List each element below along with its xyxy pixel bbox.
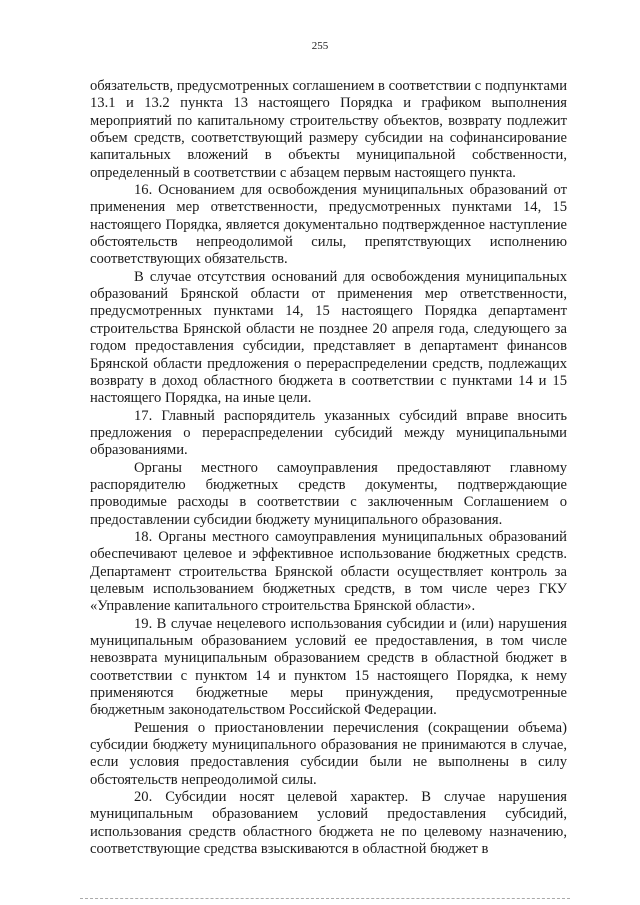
scan-footer-line xyxy=(80,898,570,899)
paragraph-item-19: 19. В случае нецелевого использования субсидии и (или) нарушения муниципальным образованием условий ее предоставления, в том числе невозврата муниципальным образованием средств в областной бюджет в соответствии с пунктом 14 и пунктом 15 настоящего Порядка, к нему применяются бюджетные меры принуждения, предусмотренные бюджетным законодательством Российской Федерации. xyxy=(90,615,567,719)
paragraph-item-16: 16. Основанием для освобождения муниципальных образований от применения мер ответственности, предусмотренных пунктами 14, 15 настоящего Порядка, является документально подтвержденное наступление обстоятельств непреодолимой силы, препятствующих исполнению соответствующих обязательств. xyxy=(90,182,567,268)
document-body xyxy=(90,78,567,858)
page-number: 255 xyxy=(311,40,329,52)
paragraph-item-17: 17. Главный распорядитель указанных субсидий вправе вносить предложения о перераспределении субсидий между муниципальными образованиями. xyxy=(90,407,567,459)
paragraph-item-20: 20. Субсидии носят целевой характер. В случае нарушения муниципальным образованием условий предоставления субсидий, использования средств областного бюджета не по целевому назначению, соответствующие средства взыскиваются в областной бюджет в xyxy=(90,789,567,858)
paragraph-item-17-documents: Органы местного самоуправления предоставляют главному распорядителю бюджетных средств документы, подтверждающие проводимые расходы в соответствии с заключенным Соглашением о предоставлении субсидии бюджету муниципального образования. xyxy=(90,459,567,528)
paragraph-continuation: обязательств, предусмотренных соглашением в соответствии с подпунктами 13.1 и 13.2 пункта 13 настоящего Порядка и графиком выполнения мероприятий по капитальному строительству объектов, возврату подлежит объем средств, соответствующий размеру субсидии на софинансирование капитальных вложений в объекты муниципальной собственности, определенный в соответствии с абзацем первым настоящего пункта. xyxy=(90,78,567,181)
paragraph-item-16-absence: В случае отсутствия оснований для освобождения муниципальных образований Брянской области от применения мер ответственности, предусмотренных пунктами 14, 15 настоящего Порядка департамент строительства Брянской области не позднее 20 апреля года, следующего за годом предоставления субсидии, представляет в департамент финансов Брянской области предложения о перераспределении средств, подлежащих возврату в доход областного бюджета в соответствии с пунктами 14 и 15 настоящего Порядка, на иные цели. xyxy=(90,268,567,407)
paragraph-item-18: 18. Органы местного самоуправления муниципальных образований обеспечивают целевое и эффективное использование бюджетных средств. Департамент строительства Брянской области осуществляет контроль за целевым использованием бюджетных средств, в том числе через ГКУ «Управление капитального строительства Брянской области». xyxy=(90,528,567,615)
paragraph-item-19-decisions: Решения о приостановлении перечисления (сокращении объема) субсидии бюджету муниципального образования не принимаются в случае, если условия предоставления субсидии были не выполнены в силу обстоятельств непреодолимой силы. xyxy=(90,719,567,788)
